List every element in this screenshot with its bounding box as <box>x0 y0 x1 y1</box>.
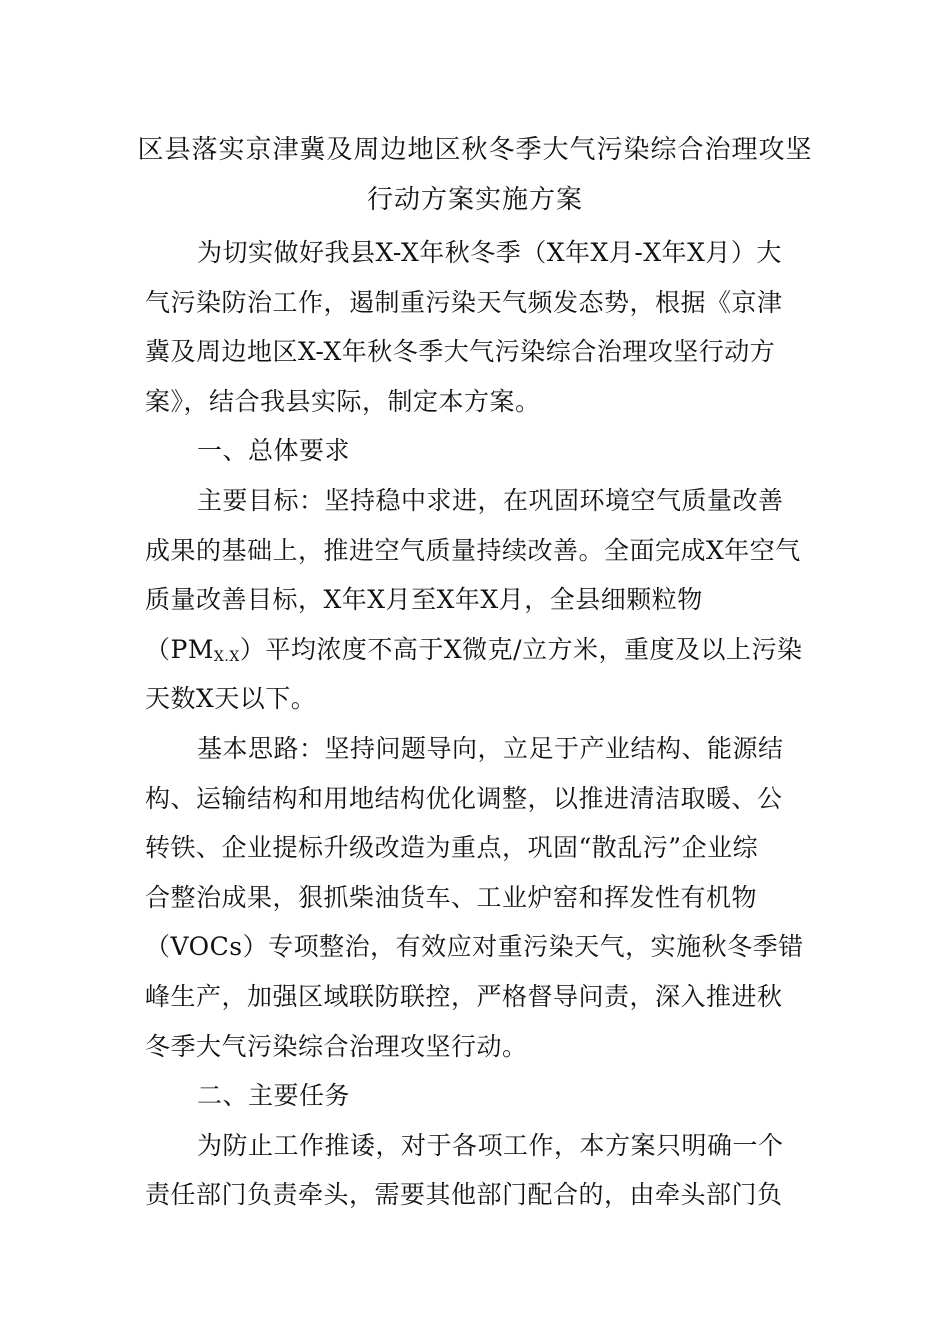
text-line: 案》，结合我县实际，制定本方案。 <box>145 386 541 416</box>
text-line: 气污染防治工作，遏制重污染天气频发态势，根据《京津 <box>145 287 783 317</box>
text-line: 天数X天以下。 <box>145 684 317 714</box>
pm-suffix: ）平均浓度不高于X微克/立方米，重度及以上污染 <box>239 634 803 664</box>
text-line: 峰生产，加强区域联防联控，严格督导问责，深入推进秋 <box>145 981 783 1011</box>
section-heading: 二、主要任务 <box>197 1081 351 1111</box>
text-line: 为防止工作推诿，对于各项工作，本方案只明确一个 <box>197 1130 784 1160</box>
text-line: 主要目标：坚持稳中求进，在巩固环境空气质量改善 <box>197 485 784 515</box>
text-line: 成果的基础上，推进空气质量持续改善。全面完成X年空气 <box>145 535 801 565</box>
section-heading: 一、总体要求 <box>197 436 351 466</box>
text-line-pm <box>145 625 810 675</box>
text-line: 为切实做好我县X-X年秋冬季（X年X月-X年X月）大 <box>197 238 782 267</box>
document-body <box>145 228 810 1220</box>
document-title-line-1: 区县落实京津冀及周边地区秋冬季大气污染综合治理攻坚 <box>137 135 813 165</box>
text-line: 质量改善目标，X年X月至X年X月，全县细颗粒物 <box>145 585 703 615</box>
text-line: 构、运输结构和用地结构优化调整，以推进清洁取暖、公 <box>145 783 783 813</box>
pm-subscript: X.X <box>213 648 240 665</box>
text-line: 冀及周边地区X-X年秋冬季大气污染综合治理攻坚行动方 <box>145 337 776 367</box>
text-line: 合整治成果，狠抓柴油货车、工业炉窑和挥发性有机物 <box>145 882 758 912</box>
pm-prefix: （PM <box>145 634 214 664</box>
text-line: 冬季大气污染综合治理攻坚行动。 <box>145 1031 528 1061</box>
text-line: 基本思路：坚持问题导向，立足于产业结构、能源结 <box>197 733 784 763</box>
text-line: （VOCs）专项整治，有效应对重污染天气，实施秋冬季错 <box>145 932 804 962</box>
text-line: 转铁、企业提标升级改造为重点，巩固“散乱污”企业综 <box>145 833 759 863</box>
text-line: 责任部门负责牵头，需要其他部门配合的，由牵头部门负 <box>145 1180 783 1210</box>
document-title-line-2: 行动方案实施方案 <box>366 185 583 215</box>
